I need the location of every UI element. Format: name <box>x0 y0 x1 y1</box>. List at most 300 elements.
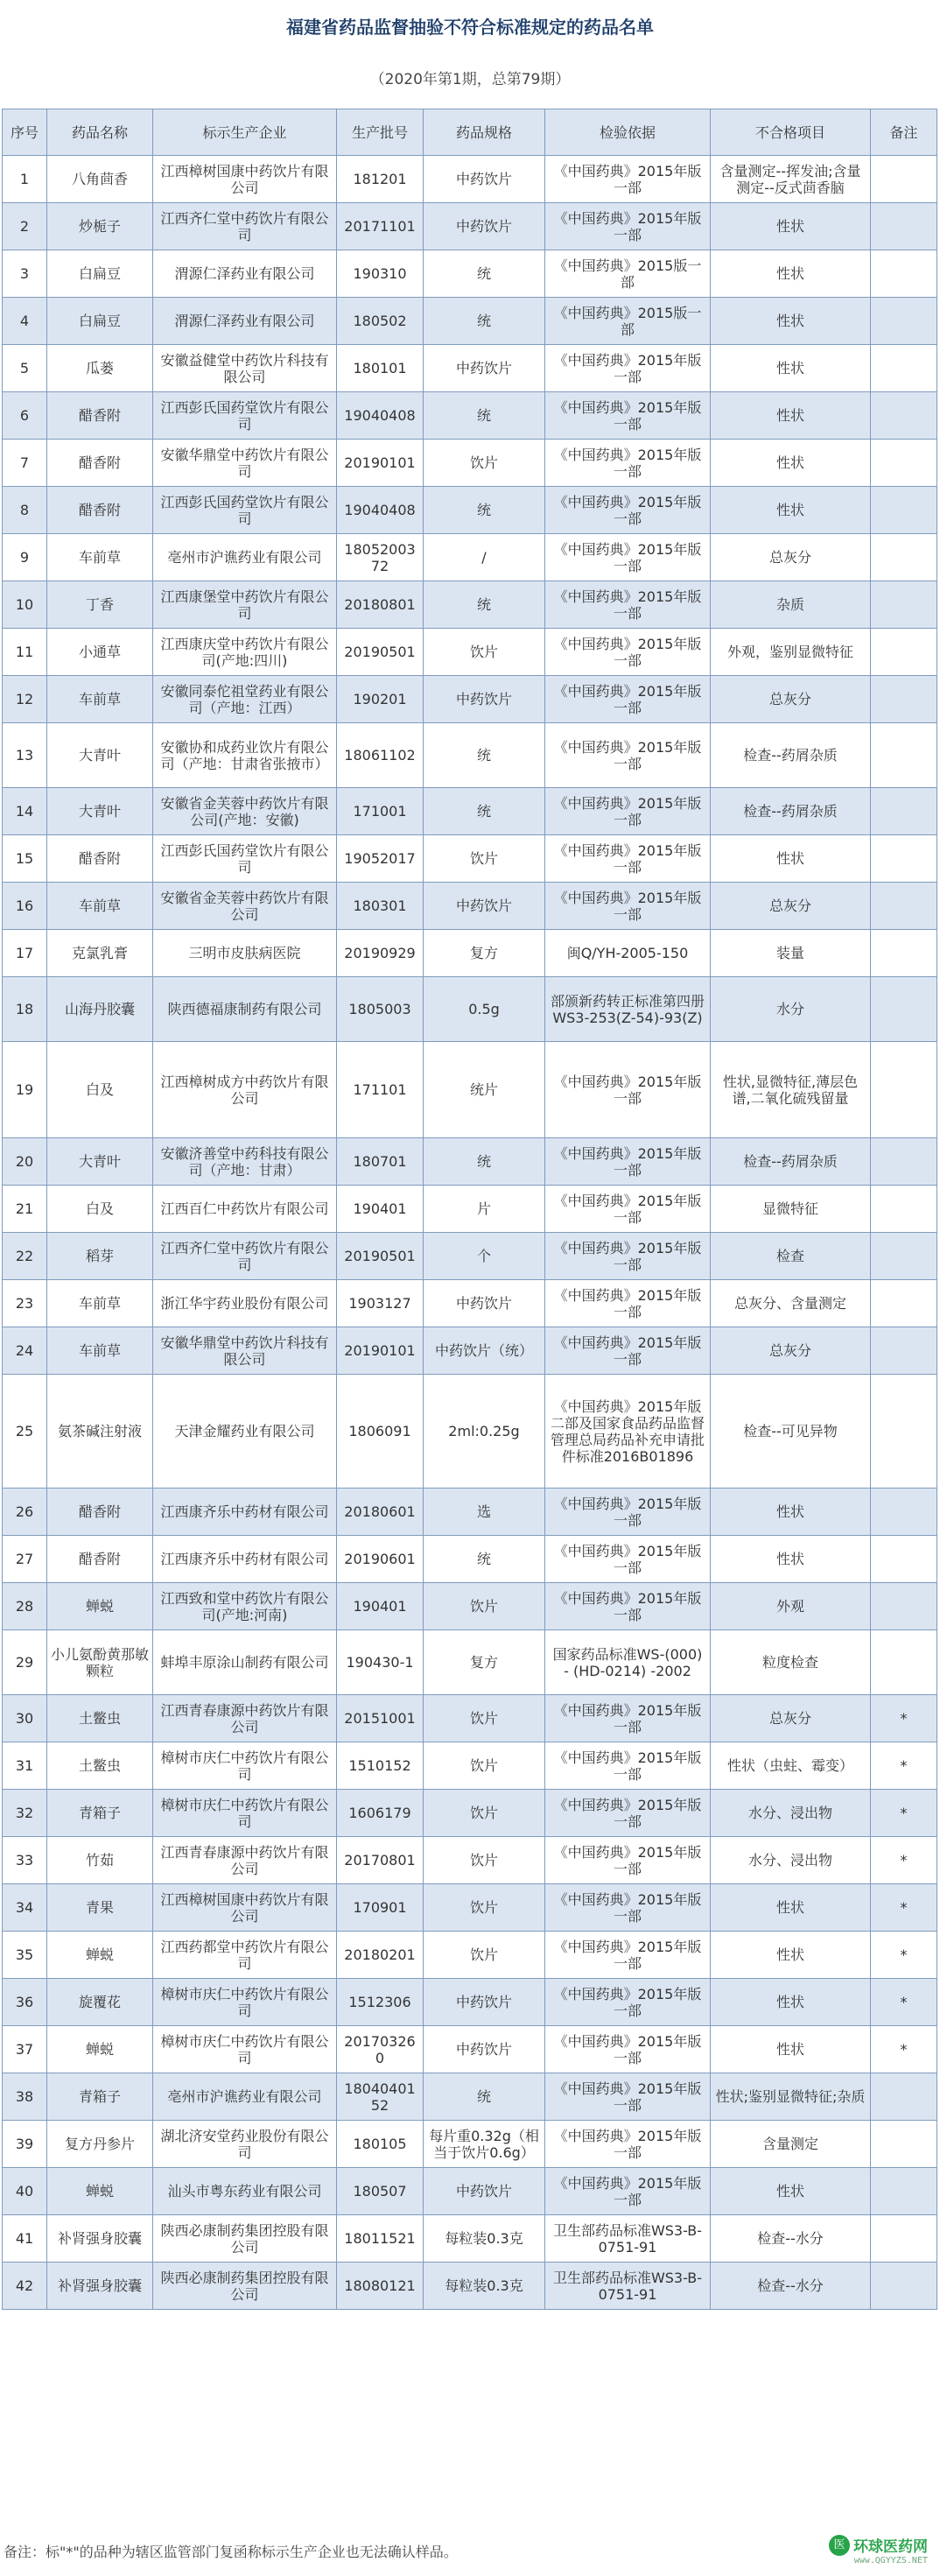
table-row <box>3 1186 937 1233</box>
cell-batch: 1606179 <box>337 1790 424 1837</box>
cell-failed-item: 检查 <box>711 1233 871 1280</box>
cell-batch: 20190929 <box>337 930 424 977</box>
cell-no: 10 <box>3 581 47 629</box>
cell-failed-item: 性状 <box>711 1536 871 1583</box>
table-row <box>3 1327 937 1375</box>
cell-no: 24 <box>3 1327 47 1375</box>
cell-batch: 20151001 <box>337 1695 424 1742</box>
cell-manufacturer: 亳州市沪谯药业有限公司 <box>153 534 337 581</box>
cell-name: 青箱子 <box>47 2073 153 2121</box>
cell-standard: 《中国药典》2015年版一部 <box>545 1583 711 1630</box>
cell-standard: 《中国药典》2015年版一部 <box>545 534 711 581</box>
cell-batch: 190310 <box>337 250 424 298</box>
table-row <box>3 1233 937 1280</box>
table-row <box>3 2121 937 2168</box>
cell-manufacturer: 渭源仁泽药业有限公司 <box>153 250 337 298</box>
cell-failed-item: 性状,显微特征,薄层色谱,二氧化硫残留量 <box>711 1042 871 1138</box>
cell-remark <box>871 1042 937 1138</box>
cell-remark <box>871 788 937 835</box>
cell-batch: 1804040152 <box>337 2073 424 2121</box>
cell-standard: 《中国药典》2015年版一部 <box>545 2073 711 2121</box>
cell-name: 克氯乳膏 <box>47 930 153 977</box>
cell-failed-item: 外观，鉴别显微特征 <box>711 629 871 676</box>
cell-spec: 饮片 <box>424 1583 545 1630</box>
cell-spec: 统 <box>424 723 545 788</box>
cell-remark <box>871 534 937 581</box>
cell-remark <box>871 392 937 440</box>
cell-no: 6 <box>3 392 47 440</box>
cell-no: 25 <box>3 1375 47 1489</box>
cell-spec: 统 <box>424 487 545 534</box>
cell-name: 蝉蜕 <box>47 1932 153 1979</box>
cell-manufacturer: 江西彭氏国药堂饮片有限公司 <box>153 835 337 883</box>
cell-standard: 《中国药典》2015年版一部 <box>545 676 711 723</box>
cell-spec: 中药饮片 <box>424 345 545 392</box>
cell-batch: 20190501 <box>337 1233 424 1280</box>
cell-name: 小儿氨酚黄那敏颗粒 <box>47 1630 153 1695</box>
cell-manufacturer: 江西百仁中药饮片有限公司 <box>153 1186 337 1233</box>
cell-manufacturer: 江西樟树国康中药饮片有限公司 <box>153 1884 337 1932</box>
cell-remark <box>871 2073 937 2121</box>
cell-no: 27 <box>3 1536 47 1583</box>
cell-batch: 171001 <box>337 788 424 835</box>
cell-spec: 选 <box>424 1489 545 1536</box>
cell-no: 8 <box>3 487 47 534</box>
cell-standard: 《中国药典》2015年版一部 <box>545 2121 711 2168</box>
cell-manufacturer: 安徽同泰佗祖堂药业有限公司（产地：江西） <box>153 676 337 723</box>
cell-batch: 19052017 <box>337 835 424 883</box>
cell-standard: 卫生部药品标准WS3-B-0751-91 <box>545 2215 711 2263</box>
cell-failed-item: 性状 <box>711 345 871 392</box>
cell-standard: 《中国药典》2015年版一部 <box>545 1742 711 1790</box>
table-row <box>3 1042 937 1138</box>
cell-batch: 180105 <box>337 2121 424 2168</box>
cell-manufacturer: 安徽华鼎堂中药饮片科技有限公司 <box>153 1327 337 1375</box>
cell-spec: 片 <box>424 1186 545 1233</box>
header-col-failed-item: 不合格项目 <box>711 109 871 156</box>
cell-failed-item: 性状;鉴别显微特征;杂质 <box>711 2073 871 2121</box>
cell-name: 车前草 <box>47 1280 153 1327</box>
cell-manufacturer: 江西康齐乐中药材有限公司 <box>153 1489 337 1536</box>
cell-spec: 饮片 <box>424 1932 545 1979</box>
table-row <box>3 534 937 581</box>
table-row <box>3 2263 937 2310</box>
table-row <box>3 2026 937 2073</box>
cell-spec: 中药饮片 <box>424 676 545 723</box>
cell-spec: 中药饮片（统） <box>424 1327 545 1375</box>
table-row <box>3 250 937 298</box>
cell-batch: 20190501 <box>337 629 424 676</box>
cell-standard: 《中国药典》2015年版一部 <box>545 156 711 203</box>
cell-failed-item: 性状 <box>711 440 871 487</box>
cell-failed-item: 检查--药屑杂质 <box>711 788 871 835</box>
cell-spec: 饮片 <box>424 629 545 676</box>
cell-spec: 饮片 <box>424 1884 545 1932</box>
cell-no: 7 <box>3 440 47 487</box>
cell-no: 30 <box>3 1695 47 1742</box>
cell-failed-item: 装量 <box>711 930 871 977</box>
cell-failed-item: 性状 <box>711 1489 871 1536</box>
cell-failed-item: 杂质 <box>711 581 871 629</box>
cell-failed-item: 水分、浸出物 <box>711 1790 871 1837</box>
cell-manufacturer: 亳州市沪谯药业有限公司 <box>153 2073 337 2121</box>
cell-manufacturer: 江西齐仁堂中药饮片有限公司 <box>153 203 337 250</box>
cell-spec: 统片 <box>424 1042 545 1138</box>
cell-failed-item: 性状 <box>711 2168 871 2215</box>
cell-manufacturer: 安徽协和成药业饮片有限公司（产地：甘肃省张掖市） <box>153 723 337 788</box>
cell-standard: 《中国药典》2015年版一部 <box>545 1327 711 1375</box>
cell-failed-item: 水分 <box>711 977 871 1042</box>
cell-standard: 《中国药典》2015年版一部 <box>545 1695 711 1742</box>
cell-remark <box>871 1375 937 1489</box>
table-row <box>3 930 937 977</box>
cell-batch: 20170801 <box>337 1837 424 1884</box>
cell-name: 山海丹胶囊 <box>47 977 153 1042</box>
cell-name: 白及 <box>47 1042 153 1138</box>
table-row <box>3 345 937 392</box>
cell-remark: * <box>871 1884 937 1932</box>
cell-name: 车前草 <box>47 1327 153 1375</box>
cell-failed-item: 检查--药屑杂质 <box>711 723 871 788</box>
cell-batch: 1805200372 <box>337 534 424 581</box>
header-col-manufacturer: 标示生产企业 <box>153 109 337 156</box>
cell-failed-item: 性状 <box>711 392 871 440</box>
table-row <box>3 298 937 345</box>
cell-spec: 中药饮片 <box>424 1280 545 1327</box>
cell-batch: 18061102 <box>337 723 424 788</box>
cell-remark <box>871 723 937 788</box>
cell-name: 土鳖虫 <box>47 1695 153 1742</box>
cell-spec: 饮片 <box>424 1695 545 1742</box>
table-row <box>3 977 937 1042</box>
cell-name: 复方丹参片 <box>47 2121 153 2168</box>
cell-no: 13 <box>3 723 47 788</box>
cell-batch: 180301 <box>337 883 424 930</box>
watermark-name: 环球医药网 <box>853 2538 928 2556</box>
cell-manufacturer: 樟树市庆仁中药饮片有限公司 <box>153 1790 337 1837</box>
cell-no: 41 <box>3 2215 47 2263</box>
cell-name: 旋覆花 <box>47 1979 153 2026</box>
cell-failed-item: 总灰分、含量测定 <box>711 1280 871 1327</box>
cell-spec: 个 <box>424 1233 545 1280</box>
cell-no: 2 <box>3 203 47 250</box>
cell-remark <box>871 1583 937 1630</box>
cell-standard: 《中国药典》2015年版一部 <box>545 723 711 788</box>
cell-standard: 《中国药典》2015年版一部 <box>545 1138 711 1186</box>
cell-standard: 《中国药典》2015年版一部 <box>545 203 711 250</box>
cell-standard: 《中国药典》2015年版一部 <box>545 788 711 835</box>
cell-remark <box>871 2121 937 2168</box>
cell-remark <box>871 1280 937 1327</box>
header-col-batch: 生产批号 <box>337 109 424 156</box>
cell-failed-item: 粒度检查 <box>711 1630 871 1695</box>
cell-spec: 统 <box>424 581 545 629</box>
table-row <box>3 2073 937 2121</box>
cell-manufacturer: 樟树市庆仁中药饮片有限公司 <box>153 1742 337 1790</box>
cell-spec: 中药饮片 <box>424 203 545 250</box>
cell-manufacturer: 江西彭氏国药堂饮片有限公司 <box>153 392 337 440</box>
cell-standard: 《中国药典》2015年版一部 <box>545 440 711 487</box>
cell-no: 39 <box>3 2121 47 2168</box>
cell-remark: * <box>871 1837 937 1884</box>
cell-batch: 1805003 <box>337 977 424 1042</box>
cell-standard: 《中国药典》2015年版一部 <box>545 883 711 930</box>
cell-name: 炒栀子 <box>47 203 153 250</box>
cell-name: 白扁豆 <box>47 298 153 345</box>
cell-standard: 《中国药典》2015年版一部 <box>545 2168 711 2215</box>
cell-manufacturer: 江西彭氏国药堂饮片有限公司 <box>153 487 337 534</box>
cell-manufacturer: 安徽益健堂中药饮片科技有限公司 <box>153 345 337 392</box>
cell-name: 大青叶 <box>47 723 153 788</box>
cell-standard: 《中国药典》2015年版一部 <box>545 1233 711 1280</box>
cell-spec: 饮片 <box>424 1742 545 1790</box>
cell-manufacturer: 陕西必康制药集团控股有限公司 <box>153 2215 337 2263</box>
cell-no: 21 <box>3 1186 47 1233</box>
cell-failed-item: 水分、浸出物 <box>711 1837 871 1884</box>
cell-name: 竹茹 <box>47 1837 153 1884</box>
cell-manufacturer: 樟树市庆仁中药饮片有限公司 <box>153 1979 337 2026</box>
drug-table <box>2 109 937 2310</box>
cell-no: 34 <box>3 1884 47 1932</box>
table-row <box>3 1536 937 1583</box>
cell-manufacturer: 三明市皮肤病医院 <box>153 930 337 977</box>
cell-remark <box>871 1536 937 1583</box>
cell-standard: 《中国药典》2015年版一部 <box>545 487 711 534</box>
table-row <box>3 1375 937 1489</box>
cell-failed-item: 含量测定--挥发油;含量测定--反式茴香脑 <box>711 156 871 203</box>
cell-no: 42 <box>3 2263 47 2310</box>
cell-batch: 190201 <box>337 676 424 723</box>
table-row <box>3 1583 937 1630</box>
cell-remark <box>871 883 937 930</box>
cell-manufacturer: 江西樟树国康中药饮片有限公司 <box>153 156 337 203</box>
table-row <box>3 1630 937 1695</box>
cell-no: 14 <box>3 788 47 835</box>
table-row <box>3 1837 937 1884</box>
cell-spec: 每粒装0.3克 <box>424 2215 545 2263</box>
cell-batch: 170901 <box>337 1884 424 1932</box>
cell-manufacturer: 渭源仁泽药业有限公司 <box>153 298 337 345</box>
cell-spec: 复方 <box>424 1630 545 1695</box>
cell-manufacturer: 天津金耀药业有限公司 <box>153 1375 337 1489</box>
cell-spec: 中药饮片 <box>424 1979 545 2026</box>
cell-name: 车前草 <box>47 883 153 930</box>
cell-spec: 统 <box>424 1138 545 1186</box>
cell-remark <box>871 581 937 629</box>
cell-remark: * <box>871 2026 937 2073</box>
table-row <box>3 723 937 788</box>
cell-name: 醋香附 <box>47 440 153 487</box>
header-col-name: 药品名称 <box>47 109 153 156</box>
cell-standard: 《中国药典》2015年版一部 <box>545 1042 711 1138</box>
cell-manufacturer: 江西康庆堂中药饮片有限公司(产地:四川) <box>153 629 337 676</box>
cell-manufacturer: 江西齐仁堂中药饮片有限公司 <box>153 1233 337 1280</box>
cell-failed-item: 总灰分 <box>711 534 871 581</box>
cell-remark <box>871 629 937 676</box>
table-row <box>3 203 937 250</box>
cell-manufacturer: 樟树市庆仁中药饮片有限公司 <box>153 2026 337 2073</box>
cell-spec: 2ml:0.25g <box>424 1375 545 1489</box>
header-col-no: 序号 <box>3 109 47 156</box>
cell-batch: 190401 <box>337 1186 424 1233</box>
cell-no: 36 <box>3 1979 47 2026</box>
cell-batch: 19040408 <box>337 487 424 534</box>
cell-manufacturer: 安徽华鼎堂中药饮片有限公司 <box>153 440 337 487</box>
cell-remark <box>871 487 937 534</box>
cell-no: 20 <box>3 1138 47 1186</box>
cell-name: 白扁豆 <box>47 250 153 298</box>
cell-standard: 《中国药典》2015年版一部 <box>545 581 711 629</box>
cell-no: 33 <box>3 1837 47 1884</box>
cell-failed-item: 总灰分 <box>711 1695 871 1742</box>
cell-manufacturer: 江西青春康源中药饮片有限公司 <box>153 1837 337 1884</box>
cell-batch: 201703260 <box>337 2026 424 2073</box>
cell-spec: 0.5g <box>424 977 545 1042</box>
cell-name: 丁香 <box>47 581 153 629</box>
cell-remark <box>871 2215 937 2263</box>
table-row <box>3 1138 937 1186</box>
cell-standard: 《中国药典》2015年版一部 <box>545 1186 711 1233</box>
cell-no: 4 <box>3 298 47 345</box>
cell-name: 小通草 <box>47 629 153 676</box>
cell-batch: 1510152 <box>337 1742 424 1790</box>
cell-spec: 统 <box>424 250 545 298</box>
cell-failed-item: 性状 <box>711 835 871 883</box>
table-row <box>3 2168 937 2215</box>
cell-standard: 《中国药典》2015年版一部 <box>545 1932 711 1979</box>
cell-standard: 《中国药典》2015年版一部 <box>545 1536 711 1583</box>
cell-batch: 20190101 <box>337 440 424 487</box>
cell-batch: 180507 <box>337 2168 424 2215</box>
cell-no: 3 <box>3 250 47 298</box>
cell-remark <box>871 203 937 250</box>
cell-batch: 20180201 <box>337 1932 424 1979</box>
cell-batch: 1903127 <box>337 1280 424 1327</box>
cell-no: 26 <box>3 1489 47 1536</box>
cell-spec: 中药饮片 <box>424 2168 545 2215</box>
cell-remark: * <box>871 1742 937 1790</box>
cell-name: 补肾强身胶囊 <box>47 2263 153 2310</box>
page-title: 福建省药品监督抽验不符合标准规定的药品名单 <box>286 17 654 38</box>
table-row <box>3 1979 937 2026</box>
table-row <box>3 392 937 440</box>
cell-standard: 《中国药典》2015年版一部 <box>545 1489 711 1536</box>
cell-name: 稻芽 <box>47 1233 153 1280</box>
cell-no: 18 <box>3 977 47 1042</box>
cell-name: 瓜蒌 <box>47 345 153 392</box>
cell-failed-item: 检查--水分 <box>711 2263 871 2310</box>
cell-name: 土鳖虫 <box>47 1742 153 1790</box>
cell-manufacturer: 安徽省金芙蓉中药饮片有限公司(产地：安徽) <box>153 788 337 835</box>
cell-manufacturer: 安徽济善堂中药科技有限公司（产地：甘肃） <box>153 1138 337 1186</box>
cell-name: 车前草 <box>47 676 153 723</box>
cell-standard: 《中国药典》2015版一部 <box>545 250 711 298</box>
cell-failed-item: 总灰分 <box>711 1327 871 1375</box>
cell-remark <box>871 1138 937 1186</box>
cell-manufacturer: 汕头市粤东药业有限公司 <box>153 2168 337 2215</box>
cell-no: 17 <box>3 930 47 977</box>
cell-no: 22 <box>3 1233 47 1280</box>
cell-spec: 每片重0.32g（相当于饮片0.6g） <box>424 2121 545 2168</box>
cell-manufacturer: 浙江华宇药业股份有限公司 <box>153 1280 337 1327</box>
cell-remark <box>871 345 937 392</box>
cell-batch: 180701 <box>337 1138 424 1186</box>
cell-failed-item: 性状 <box>711 1884 871 1932</box>
cell-remark <box>871 298 937 345</box>
cell-spec: 饮片 <box>424 1790 545 1837</box>
cell-name: 车前草 <box>47 534 153 581</box>
cell-remark <box>871 1489 937 1536</box>
cell-manufacturer: 安徽省金芙蓉中药饮片有限公司 <box>153 883 337 930</box>
cell-failed-item: 总灰分 <box>711 883 871 930</box>
cell-remark <box>871 1233 937 1280</box>
header-col-spec: 药品规格 <box>424 109 545 156</box>
footer <box>0 2529 940 2576</box>
cell-spec: 中药饮片 <box>424 883 545 930</box>
cell-batch: 180502 <box>337 298 424 345</box>
cell-remark <box>871 930 937 977</box>
cell-name: 蝉蜕 <box>47 2168 153 2215</box>
cell-remark <box>871 1186 937 1233</box>
cell-remark <box>871 1630 937 1695</box>
cell-failed-item: 检查--水分 <box>711 2215 871 2263</box>
cell-no: 40 <box>3 2168 47 2215</box>
footnote: 备注：标"*"的品种为辖区监管部门复函称标示生产企业也无法确认样品。 <box>4 2544 458 2560</box>
cell-failed-item: 性状 <box>711 2026 871 2073</box>
cell-manufacturer: 蚌埠丰原涂山制药有限公司 <box>153 1630 337 1695</box>
cell-no: 12 <box>3 676 47 723</box>
cell-remark <box>871 2168 937 2215</box>
cell-name: 醋香附 <box>47 392 153 440</box>
cell-batch: 1512306 <box>337 1979 424 2026</box>
cell-name: 青果 <box>47 1884 153 1932</box>
watermark-url: www.QGYYZS.NET <box>853 2556 928 2565</box>
cell-failed-item: 总灰分 <box>711 676 871 723</box>
cell-remark <box>871 440 937 487</box>
cell-no: 1 <box>3 156 47 203</box>
cell-standard: 《中国药典》2015年版一部 <box>545 1979 711 2026</box>
cell-remark: * <box>871 1979 937 2026</box>
table-row <box>3 156 937 203</box>
cell-name: 青箱子 <box>47 1790 153 1837</box>
cell-spec: 饮片 <box>424 1837 545 1884</box>
cell-manufacturer: 江西樟树成方中药饮片有限公司 <box>153 1042 337 1138</box>
cell-manufacturer: 江西康堡堂中药饮片有限公司 <box>153 581 337 629</box>
cell-spec: 统 <box>424 392 545 440</box>
cell-spec: 每粒装0.3克 <box>424 2263 545 2310</box>
cell-remark <box>871 156 937 203</box>
cell-no: 32 <box>3 1790 47 1837</box>
cell-name: 醋香附 <box>47 835 153 883</box>
table-row <box>3 788 937 835</box>
cell-no: 37 <box>3 2026 47 2073</box>
cell-standard: 闽Q/YH-2005-150 <box>545 930 711 977</box>
cell-failed-item: 外观 <box>711 1583 871 1630</box>
cell-failed-item: 性状 <box>711 1979 871 2026</box>
cell-batch: 180101 <box>337 345 424 392</box>
header-col-standard: 检验依据 <box>545 109 711 156</box>
cell-remark: * <box>871 1695 937 1742</box>
cell-spec: 统 <box>424 788 545 835</box>
cell-name: 醋香附 <box>47 1489 153 1536</box>
cell-remark <box>871 1327 937 1375</box>
cell-standard: 《中国药典》2015年版一部 <box>545 392 711 440</box>
cell-spec: 统 <box>424 2073 545 2121</box>
cell-no: 23 <box>3 1280 47 1327</box>
cell-name: 大青叶 <box>47 788 153 835</box>
cell-batch: 20190601 <box>337 1536 424 1583</box>
cell-spec: 统 <box>424 298 545 345</box>
